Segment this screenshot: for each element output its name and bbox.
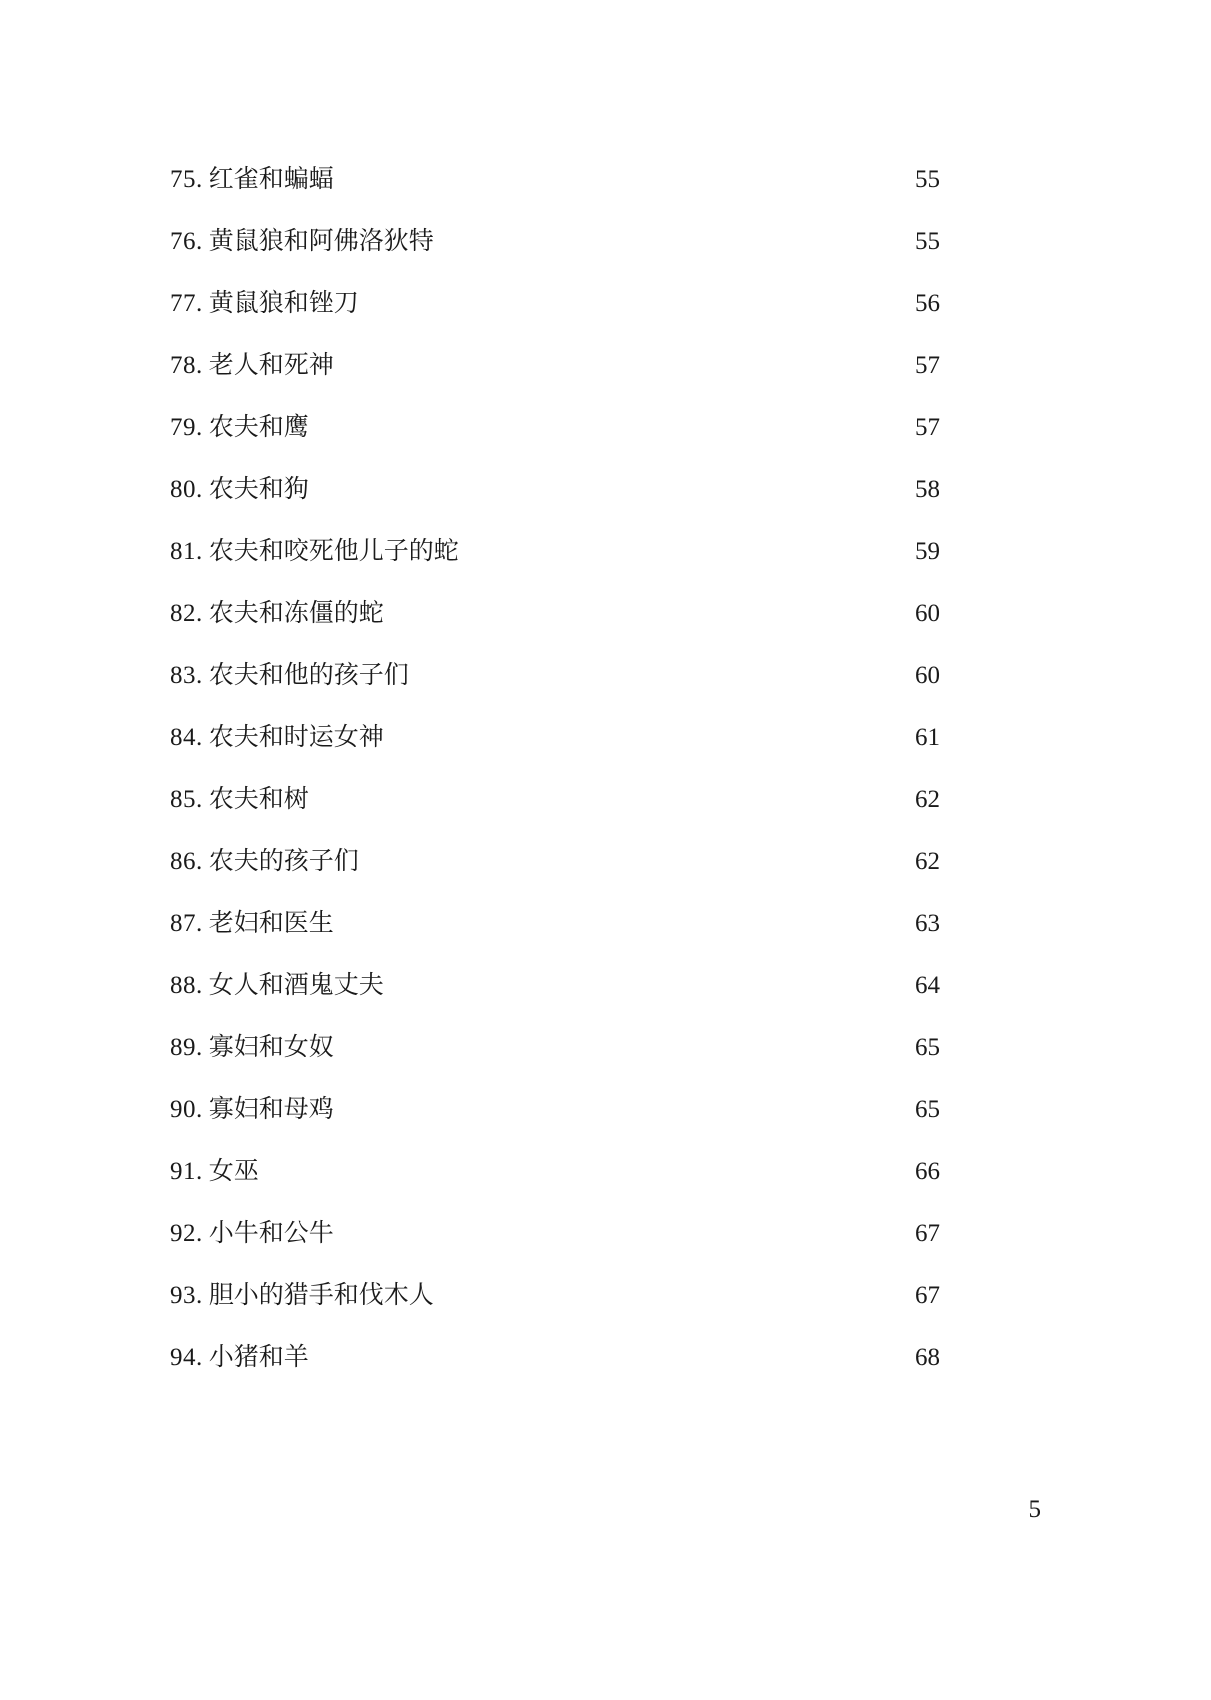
toc-entry-number: 76. bbox=[170, 228, 203, 255]
toc-entry-page: 55 bbox=[915, 166, 940, 193]
toc-leader-dots bbox=[394, 720, 884, 745]
toc-entry-page: 58 bbox=[915, 476, 940, 503]
toc-leader-dots bbox=[344, 162, 884, 187]
toc-leader-dots bbox=[369, 286, 884, 311]
toc-entry[interactable] bbox=[170, 272, 940, 334]
toc-entry-page: 65 bbox=[915, 1096, 940, 1123]
toc-entry-title: 女巫 bbox=[208, 1156, 259, 1185]
toc-entry-title: 农夫和冻僵的蛇 bbox=[208, 598, 384, 627]
page-number: 5 bbox=[1028, 1496, 1041, 1523]
toc-entry-title: 农夫的孩子们 bbox=[208, 846, 359, 875]
toc-entry-title: 女人和酒鬼丈夫 bbox=[208, 970, 384, 999]
toc-entry-number: 81. bbox=[170, 538, 203, 565]
toc-leader-dots bbox=[344, 906, 884, 931]
toc-entry-number: 85. bbox=[170, 786, 203, 813]
toc-entry-title: 老人和死神 bbox=[208, 350, 334, 379]
toc-leader-dots bbox=[344, 1030, 884, 1055]
toc-leader-dots bbox=[344, 1216, 884, 1241]
toc-entry-number: 86. bbox=[170, 848, 203, 875]
toc-entry-number: 92. bbox=[170, 1220, 203, 1247]
toc-entry-title: 黄鼠狼和阿佛洛狄特 bbox=[208, 226, 434, 255]
toc-entry-page: 61 bbox=[915, 724, 940, 751]
toc-entry-title: 农夫和咬死他儿子的蛇 bbox=[208, 536, 459, 565]
toc-entry-page: 55 bbox=[915, 228, 940, 255]
toc-entry[interactable] bbox=[170, 892, 940, 954]
toc-entry-title: 胆小的猎手和伐木人 bbox=[208, 1280, 434, 1309]
toc-entry-number: 77. bbox=[170, 290, 203, 317]
toc-entry[interactable] bbox=[170, 334, 940, 396]
toc-leader-dots bbox=[344, 348, 884, 373]
toc-entry-number: 89. bbox=[170, 1034, 203, 1061]
toc-leader-dots bbox=[369, 844, 884, 869]
toc-entry[interactable] bbox=[170, 458, 940, 520]
toc-entry-number: 82. bbox=[170, 600, 203, 627]
toc-entry-title: 老妇和医生 bbox=[208, 908, 334, 937]
toc-entry-page: 60 bbox=[915, 600, 940, 627]
toc-entry-page: 62 bbox=[915, 848, 940, 875]
toc-entry[interactable] bbox=[170, 768, 940, 830]
toc-entry[interactable] bbox=[170, 396, 940, 458]
toc-entry-number: 93. bbox=[170, 1282, 203, 1309]
toc-leader-dots bbox=[319, 410, 884, 435]
toc-entry-page: 68 bbox=[915, 1344, 940, 1371]
toc-entry-number: 84. bbox=[170, 724, 203, 751]
toc-entry[interactable] bbox=[170, 210, 940, 272]
toc-entry-page: 57 bbox=[915, 352, 940, 379]
toc-entry-page: 56 bbox=[915, 290, 940, 317]
toc-leader-dots bbox=[269, 1154, 884, 1179]
toc-entry-number: 87. bbox=[170, 910, 203, 937]
toc-entry-page: 65 bbox=[915, 1034, 940, 1061]
toc-entry[interactable] bbox=[170, 148, 940, 210]
toc-entry-page: 66 bbox=[915, 1158, 940, 1185]
toc-entry-page: 67 bbox=[915, 1282, 940, 1309]
toc-entry-number: 83. bbox=[170, 662, 203, 689]
toc-entry-number: 78. bbox=[170, 352, 203, 379]
toc-entry-title: 农夫和树 bbox=[208, 784, 309, 813]
toc-entry-page: 60 bbox=[915, 662, 940, 689]
toc-leader-dots bbox=[344, 1092, 884, 1117]
toc-leader-dots bbox=[394, 968, 884, 993]
toc-entry[interactable] bbox=[170, 520, 940, 582]
toc-entry-page: 64 bbox=[915, 972, 940, 999]
toc-leader-dots bbox=[469, 534, 884, 559]
toc-entry[interactable] bbox=[170, 1078, 940, 1140]
toc-entry-title: 寡妇和母鸡 bbox=[208, 1094, 334, 1123]
toc-entry-number: 88. bbox=[170, 972, 203, 999]
toc-entry-number: 75. bbox=[170, 166, 203, 193]
toc-entry-title: 农夫和狗 bbox=[208, 474, 309, 503]
toc-entry[interactable] bbox=[170, 706, 940, 768]
toc-leader-dots bbox=[444, 1278, 884, 1303]
toc-leader-dots bbox=[319, 782, 884, 807]
toc-leader-dots bbox=[444, 224, 884, 249]
toc-entry[interactable] bbox=[170, 1264, 940, 1326]
toc-entry[interactable] bbox=[170, 830, 940, 892]
toc-entry-number: 91. bbox=[170, 1158, 203, 1185]
toc-leader-dots bbox=[319, 472, 884, 497]
toc-entry-number: 90. bbox=[170, 1096, 203, 1123]
toc-entry-title: 农夫和鹰 bbox=[208, 412, 309, 441]
toc-entry-title: 黄鼠狼和锉刀 bbox=[208, 288, 359, 317]
toc-entry[interactable] bbox=[170, 582, 940, 644]
toc-entry-title: 红雀和蝙蝠 bbox=[208, 164, 334, 193]
toc-entry-title: 寡妇和女奴 bbox=[208, 1032, 334, 1061]
toc-entry-title: 农夫和他的孩子们 bbox=[208, 660, 409, 689]
toc-entry[interactable] bbox=[170, 1326, 940, 1388]
toc-entry-page: 59 bbox=[915, 538, 940, 565]
toc-entry-page: 63 bbox=[915, 910, 940, 937]
toc-entry[interactable] bbox=[170, 954, 940, 1016]
toc-entry-title: 小牛和公牛 bbox=[208, 1218, 334, 1247]
table-of-contents bbox=[170, 148, 940, 1388]
toc-entry[interactable] bbox=[170, 1140, 940, 1202]
toc-entry-title: 农夫和时运女神 bbox=[208, 722, 384, 751]
toc-leader-dots bbox=[319, 1340, 884, 1365]
toc-entry-title: 小猪和羊 bbox=[208, 1342, 309, 1371]
toc-entry-number: 79. bbox=[170, 414, 203, 441]
toc-entry-page: 62 bbox=[915, 786, 940, 813]
toc-entry-page: 57 bbox=[915, 414, 940, 441]
toc-entry-page: 67 bbox=[915, 1220, 940, 1247]
toc-entry[interactable] bbox=[170, 1016, 940, 1078]
toc-entry[interactable] bbox=[170, 1202, 940, 1264]
toc-entry[interactable] bbox=[170, 644, 940, 706]
toc-entry-number: 94. bbox=[170, 1344, 203, 1371]
toc-leader-dots bbox=[419, 658, 884, 683]
toc-entry-number: 80. bbox=[170, 476, 203, 503]
toc-leader-dots bbox=[394, 596, 884, 621]
